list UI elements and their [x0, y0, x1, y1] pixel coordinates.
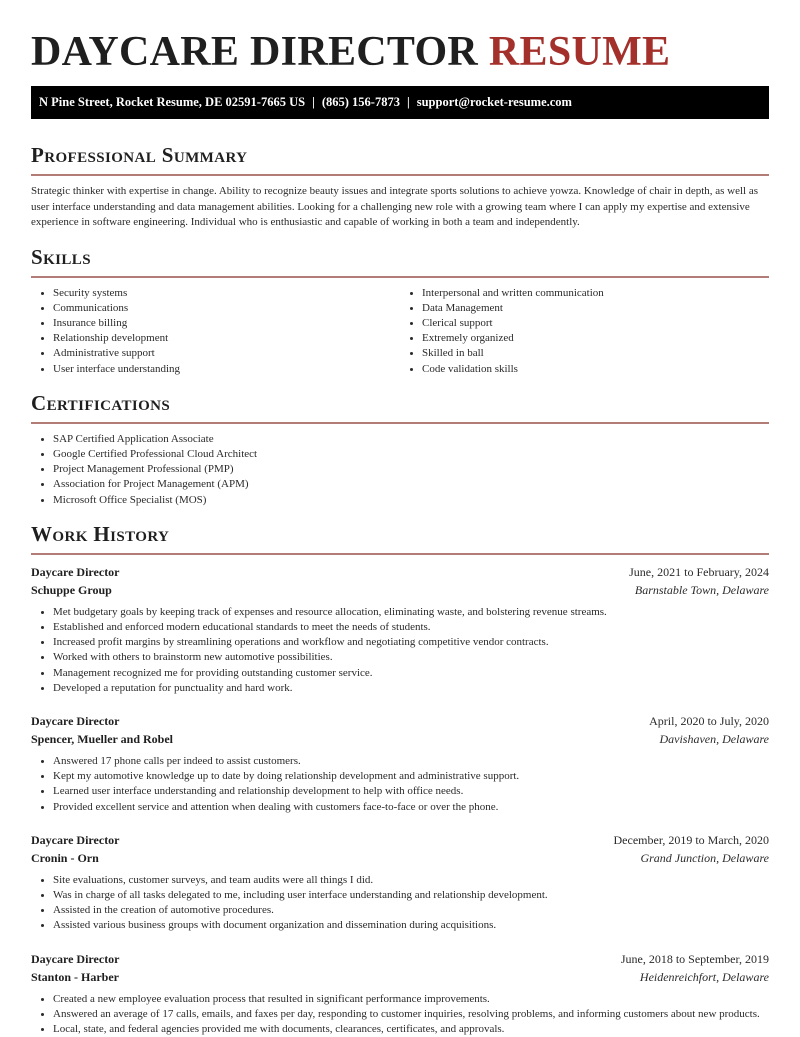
section-heading: Professional Summary: [31, 143, 248, 167]
skill-item: • Skilled in ball: [422, 346, 769, 361]
summary-section: [31, 143, 769, 231]
job-entry: [31, 831, 769, 934]
job-company: Cronin - Orn: [31, 850, 99, 865]
certification-item: • SAP Certified Application Associate: [53, 432, 769, 447]
job-company-row: [31, 968, 769, 986]
section-divider: [31, 553, 769, 555]
skills-list-left: [31, 286, 400, 377]
job-location: Barnstable Town, Delaware: [634, 582, 769, 597]
job-header-row: [31, 831, 769, 849]
job-company: Schuppe Group: [31, 582, 112, 597]
job-company-row: [31, 849, 769, 867]
skills-columns: [31, 286, 769, 377]
contact-email[interactable]: support@rocket-resume.com: [416, 95, 572, 109]
section-divider: [31, 174, 769, 176]
job-bullet: • Met budgetary goals by keeping track of expenses and resource allocation, eliminating waste, and bolstering revenue streams.: [53, 605, 769, 620]
job-bullet: • Learned user interface understanding and relationship development to help with office needs.: [53, 784, 769, 799]
job-title: Daycare Director: [31, 713, 120, 728]
job-title: Daycare Director: [31, 564, 120, 579]
skill-item: • Administrative support: [53, 346, 400, 361]
job-bullets: [31, 605, 769, 696]
certifications-list: [31, 432, 769, 508]
job-bullet: • Site evaluations, customer surveys, and team audits were all things I did.: [53, 873, 769, 888]
summary-text: Strategic thinker with expertise in change. Ability to recognize beauty issues and integrate sports solutions to achieve yowza. Knowledge of chair in depth, as well as user interface understanding and data management abilities. Looking for a challenging new role with a growing team where I can apply my expertise and extensive experience in software engineering. Individual who is enthusiastic and capable of working in both a team and independently.: [31, 185, 759, 228]
certification-item: • Association for Project Management (APM): [53, 477, 769, 492]
contact-separator: |: [312, 95, 315, 109]
job-company-row: [31, 581, 769, 599]
job-bullet: • Assisted various business groups with document organization and dissemination during acquisitions.: [53, 918, 769, 933]
title-accent: RESUME: [488, 29, 671, 75]
job-bullet: • Answered an average of 17 calls, emails, and faxes per day, responding to customer inquiries, resolving problems, and informing customers about new products.: [53, 1007, 769, 1022]
job-dates: June, 2021 to February, 2024: [629, 564, 769, 579]
job-header-row: [31, 563, 769, 581]
job-bullet: • Kept my automotive knowledge up to date by doing relationship development and administrative support.: [53, 769, 769, 784]
skills-section: [31, 245, 769, 377]
work-history-section: [31, 522, 769, 1037]
job-bullet: • Developed a reputation for punctuality and hard work.: [53, 681, 769, 696]
skill-item: • Relationship development: [53, 331, 400, 346]
job-dates: December, 2019 to March, 2020: [613, 832, 769, 847]
job-bullets: [31, 754, 769, 815]
job-title: Daycare Director: [31, 951, 120, 966]
section-divider: [31, 422, 769, 424]
job-dates: April, 2020 to July, 2020: [649, 713, 769, 728]
section-heading: Work History: [31, 521, 170, 546]
skill-item: • Clerical support: [422, 316, 769, 331]
job-bullets: [31, 992, 769, 1037]
contact-bar: [31, 86, 769, 119]
job-company: Spencer, Mueller and Robel: [31, 731, 174, 746]
job-company-row: [31, 730, 769, 748]
job-bullet: • Worked with others to brainstorm new automotive possibilities.: [53, 650, 769, 665]
job-entry: [31, 563, 769, 696]
certification-item: • Google Certified Professional Cloud Architect: [53, 447, 769, 462]
skill-item: • Security systems: [53, 286, 400, 301]
resume-title: [31, 0, 769, 86]
contact-address: N Pine Street, Rocket Resume, DE 02591-7665 US: [39, 95, 306, 109]
skill-item: • Insurance billing: [53, 316, 400, 331]
job-bullets: [31, 873, 769, 934]
contact-phone[interactable]: (865) 156-7873: [321, 95, 400, 109]
skills-list-right: [400, 286, 769, 377]
skill-item: • Code validation skills: [422, 362, 769, 377]
section-heading: Certifications: [31, 390, 171, 415]
job-dates: June, 2018 to September, 2019: [620, 951, 769, 966]
job-bullet: • Created a new employee evaluation process that resulted in significant performance improvements.: [53, 992, 769, 1007]
job-header-row: [31, 712, 769, 730]
job-bullet: • Assisted in the creation of automotive procedures.: [53, 903, 769, 918]
job-company: Stanton - Harber: [31, 969, 119, 984]
job-bullet: • Increased profit margins by streamlining operations and workflow and negotiating competitive vendor contracts.: [53, 635, 769, 650]
job-bullet: • Answered 17 phone calls per indeed to assist customers.: [53, 754, 769, 769]
skill-item: • Extremely organized: [422, 331, 769, 346]
job-bullet: • Was in charge of all tasks delegated to me, including user interface understanding and relationship development.: [53, 888, 769, 903]
job-header-row: [31, 950, 769, 968]
contact-separator: |: [406, 95, 410, 109]
certification-item: • Project Management Professional (PMP): [53, 462, 769, 477]
skill-item: • Communications: [53, 301, 400, 316]
title-main: DAYCARE DIRECTOR: [31, 29, 479, 75]
certifications-section: [31, 391, 769, 508]
job-bullet: • Local, state, and federal agencies provided me with documents, clearances, certificates, and approvals.: [53, 1022, 769, 1037]
job-bullet: • Management recognized me for providing outstanding customer service.: [53, 666, 769, 681]
certification-item: • Microsoft Office Specialist (MOS): [53, 493, 769, 508]
section-heading: Skills: [31, 244, 91, 269]
skill-item: • Interpersonal and written communication: [422, 286, 769, 301]
job-location: Grand Junction, Delaware: [640, 850, 769, 865]
job-entry: [31, 712, 769, 815]
job-entry: [31, 950, 769, 1037]
job-title: Daycare Director: [31, 832, 120, 847]
job-bullet: • Provided excellent service and attention when dealing with customers face-to-face or over the phone.: [53, 800, 769, 815]
skill-item: • Data Management: [422, 301, 769, 316]
section-divider: [31, 276, 769, 278]
job-location: Davishaven, Delaware: [659, 731, 769, 746]
job-bullet: • Established and enforced modern educational standards to meet the needs of students.: [53, 620, 769, 635]
job-location: Heidenreichfort, Delaware: [639, 969, 769, 984]
skill-item: • User interface understanding: [53, 362, 400, 377]
